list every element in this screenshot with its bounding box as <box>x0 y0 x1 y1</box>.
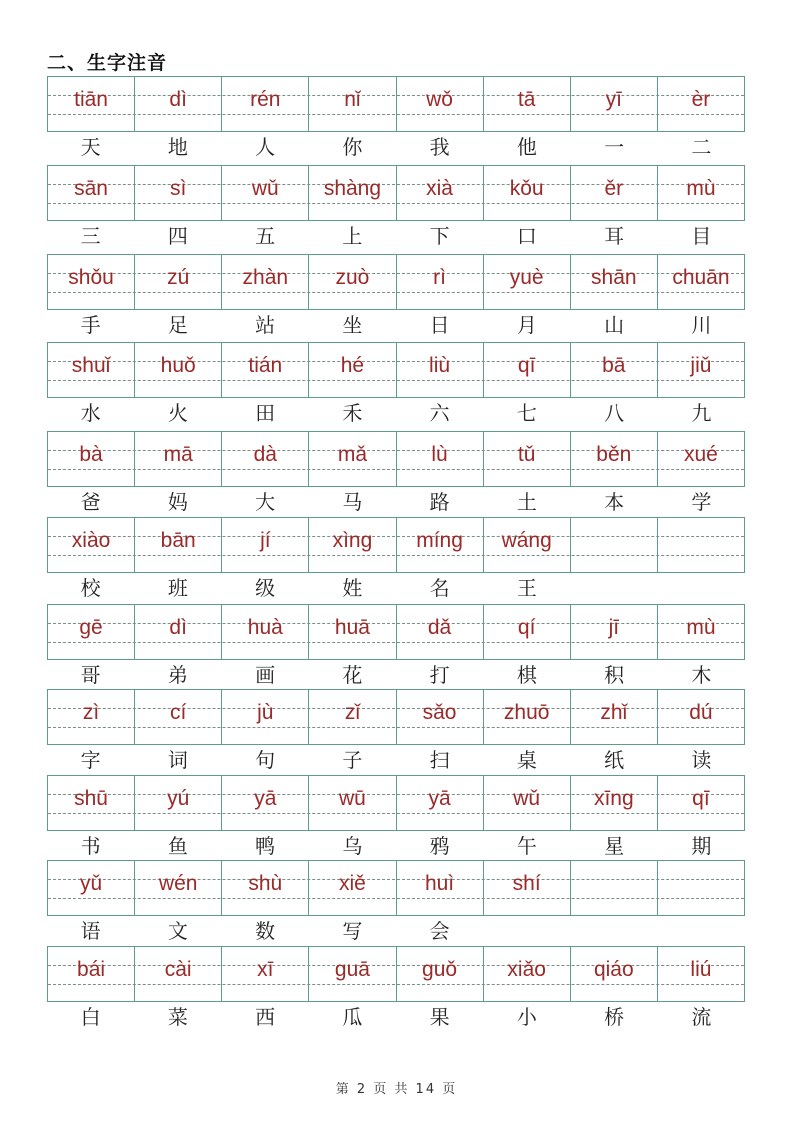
pinyin-cell <box>484 166 571 220</box>
pinyin-cell <box>484 77 571 131</box>
hanzi-character: 姓 <box>342 576 363 600</box>
pinyin-text: yú <box>167 787 190 810</box>
pinyin-cell <box>571 77 658 131</box>
pinyin-text: wén <box>158 872 198 895</box>
pinyin-cell <box>48 518 135 572</box>
pinyin-text: chuān <box>672 266 730 289</box>
pinyin-text: shí <box>512 872 541 895</box>
pinyin-cell <box>48 947 135 1001</box>
pinyin-text: liù <box>429 354 451 377</box>
hanzi-character: 子 <box>342 748 363 772</box>
character-line <box>47 831 745 862</box>
hanzi-character: 五 <box>255 224 276 248</box>
hanzi-character: 词 <box>167 748 188 772</box>
hanzi-character <box>483 916 570 947</box>
pinyin-cell <box>658 343 744 397</box>
pinyin-text: wǒ <box>426 88 453 111</box>
hanzi-character: 木 <box>691 663 712 687</box>
pinyin-text: shàng <box>323 177 382 200</box>
pinyin-cell <box>222 690 309 744</box>
hanzi-character: 六 <box>429 401 450 425</box>
pinyin-cell <box>397 776 484 830</box>
pinyin-cell <box>48 255 135 309</box>
pinyin-text: dì <box>169 88 187 111</box>
hanzi-character: 站 <box>255 313 276 337</box>
pinyin-text: ěr <box>604 177 624 200</box>
hanzi-character: 小 <box>516 1005 537 1029</box>
pinyin-cell <box>135 605 222 659</box>
pinyin-text: jiǔ <box>690 354 712 377</box>
pinyin-text: èr <box>691 88 711 111</box>
pinyin-text: zhuō <box>503 701 550 724</box>
pinyin-cell <box>571 343 658 397</box>
pinyin-grid <box>47 946 745 1002</box>
hanzi-character: 名 <box>429 576 450 600</box>
pinyin-text: mǎ <box>337 443 368 466</box>
hanzi-character: 禾 <box>342 401 363 425</box>
pinyin-text: huì <box>424 872 455 895</box>
pinyin-cell <box>135 77 222 131</box>
character-line <box>47 660 745 691</box>
character-line <box>47 398 745 429</box>
pinyin-cell <box>658 947 744 1001</box>
pinyin-text: wáng <box>501 529 552 552</box>
pinyin-text: zú <box>167 266 190 289</box>
pinyin-cell <box>309 255 396 309</box>
hanzi-character: 鸦 <box>429 834 450 858</box>
pinyin-cell <box>309 861 396 915</box>
pinyin-cell <box>48 690 135 744</box>
worksheet-row <box>47 76 745 163</box>
pinyin-cell <box>397 343 484 397</box>
pinyin-text: qī <box>692 787 710 810</box>
hanzi-character: 日 <box>429 313 450 337</box>
pinyin-cell <box>135 518 222 572</box>
pinyin-text: xiě <box>339 872 366 895</box>
hanzi-character: 扫 <box>429 748 450 772</box>
pinyin-text: mù <box>686 616 716 639</box>
pinyin-cell <box>658 776 744 830</box>
pinyin-text: yuè <box>509 266 544 289</box>
character-line <box>47 310 745 341</box>
hanzi-character: 校 <box>80 576 101 600</box>
hanzi-character: 本 <box>604 490 625 514</box>
hanzi-character: 瓜 <box>342 1005 363 1029</box>
hanzi-character: 班 <box>167 576 188 600</box>
pinyin-cell <box>571 776 658 830</box>
pinyin-cell <box>484 518 571 572</box>
hanzi-character: 八 <box>604 401 625 425</box>
pinyin-text: bān <box>160 529 196 552</box>
pinyin-text: tiān <box>74 88 108 111</box>
pinyin-text: dǎ <box>427 616 452 639</box>
hanzi-character: 西 <box>255 1005 276 1029</box>
pinyin-text: xiǎo <box>507 958 546 981</box>
pinyin-text: wǔ <box>513 787 541 810</box>
pinyin-text: zǐ <box>344 701 361 724</box>
pinyin-cell <box>48 77 135 131</box>
hanzi-character: 写 <box>342 919 363 943</box>
pinyin-cell <box>658 432 744 486</box>
hanzi-character: 川 <box>691 313 712 337</box>
hanzi-character: 火 <box>167 401 188 425</box>
pinyin-cell <box>397 166 484 220</box>
pinyin-text: dà <box>253 443 277 466</box>
pinyin-cell <box>48 776 135 830</box>
pinyin-cell <box>222 166 309 220</box>
pinyin-text: jí <box>260 529 271 552</box>
character-line <box>47 132 745 163</box>
pinyin-cell <box>658 518 744 572</box>
hanzi-character: 水 <box>80 401 101 425</box>
hanzi-character: 七 <box>516 401 537 425</box>
hanzi-character: 土 <box>516 490 537 514</box>
hanzi-character: 人 <box>255 135 276 159</box>
hanzi-character: 下 <box>429 224 450 248</box>
pinyin-text: shān <box>591 266 637 289</box>
pinyin-text: rì <box>433 266 446 289</box>
hanzi-character: 他 <box>516 135 537 159</box>
pinyin-cell <box>571 947 658 1001</box>
hanzi-character: 果 <box>429 1005 450 1029</box>
pinyin-cell <box>135 343 222 397</box>
pinyin-grid <box>47 76 745 132</box>
hanzi-character: 纸 <box>604 748 625 772</box>
worksheet-row <box>47 604 745 691</box>
pinyin-cell <box>571 605 658 659</box>
pinyin-grid <box>47 517 745 573</box>
pinyin-text: mù <box>686 177 716 200</box>
hanzi-character: 画 <box>255 663 276 687</box>
pinyin-text: sān <box>74 177 108 200</box>
pinyin-text: yǔ <box>79 872 103 895</box>
pinyin-cell <box>484 432 571 486</box>
pinyin-text: huǒ <box>160 354 196 377</box>
hanzi-character: 目 <box>691 224 712 248</box>
pinyin-text: shù <box>248 872 283 895</box>
pinyin-cell <box>397 432 484 486</box>
pinyin-cell <box>135 255 222 309</box>
pinyin-text: rén <box>250 88 281 111</box>
hanzi-character: 期 <box>691 834 712 858</box>
pinyin-cell <box>571 166 658 220</box>
pinyin-cell <box>397 605 484 659</box>
pinyin-cell <box>309 518 396 572</box>
pinyin-cell <box>397 947 484 1001</box>
hanzi-character: 鱼 <box>167 834 188 858</box>
pinyin-cell <box>222 776 309 830</box>
hanzi-character: 桥 <box>604 1005 625 1029</box>
character-line <box>47 487 745 518</box>
pinyin-cell <box>658 690 744 744</box>
pinyin-text: qiáo <box>593 958 634 981</box>
hanzi-character: 耳 <box>604 224 625 248</box>
pinyin-text: xīng <box>593 787 634 810</box>
pinyin-text: guǒ <box>422 958 458 981</box>
hanzi-character <box>658 916 745 947</box>
pinyin-cell <box>222 343 309 397</box>
pinyin-cell <box>397 255 484 309</box>
pinyin-text: zì <box>82 701 100 724</box>
pinyin-text: yī <box>605 88 622 111</box>
pinyin-cell <box>135 166 222 220</box>
hanzi-character: 哥 <box>80 663 101 687</box>
hanzi-character: 花 <box>342 663 363 687</box>
hanzi-character: 午 <box>516 834 537 858</box>
pinyin-cell <box>135 861 222 915</box>
hanzi-character: 上 <box>342 224 363 248</box>
pinyin-cell <box>222 518 309 572</box>
hanzi-character: 弟 <box>167 663 188 687</box>
hanzi-character: 句 <box>255 748 276 772</box>
pinyin-text: nǐ <box>344 88 361 111</box>
hanzi-character: 流 <box>691 1005 712 1029</box>
pinyin-cell <box>658 77 744 131</box>
worksheet-row <box>47 342 745 429</box>
hanzi-character: 足 <box>167 313 188 337</box>
pinyin-text: tā <box>517 88 536 111</box>
pinyin-text: lù <box>431 443 448 466</box>
pinyin-cell <box>397 77 484 131</box>
pinyin-cell <box>484 861 571 915</box>
hanzi-character: 数 <box>255 919 276 943</box>
pinyin-text: sǎo <box>422 701 457 724</box>
pinyin-text: mā <box>163 443 193 466</box>
hanzi-character: 一 <box>604 135 625 159</box>
pinyin-cell <box>397 690 484 744</box>
pinyin-text: jù <box>257 701 274 724</box>
pinyin-cell <box>484 947 571 1001</box>
hanzi-character: 鸭 <box>255 834 276 858</box>
pinyin-cell <box>571 432 658 486</box>
pinyin-text: xī <box>257 958 274 981</box>
pinyin-text: bā <box>602 354 626 377</box>
pinyin-cell <box>484 690 571 744</box>
pinyin-cell <box>48 861 135 915</box>
pinyin-cell <box>48 605 135 659</box>
pinyin-cell <box>484 343 571 397</box>
pinyin-text: wǔ <box>251 177 279 200</box>
pinyin-cell <box>571 861 658 915</box>
hanzi-character: 妈 <box>167 490 188 514</box>
pinyin-cell <box>571 690 658 744</box>
pinyin-text: zhàn <box>242 266 289 289</box>
pinyin-cell <box>135 432 222 486</box>
hanzi-character: 手 <box>80 313 101 337</box>
pinyin-text: běn <box>596 443 632 466</box>
pinyin-text: wū <box>339 787 366 810</box>
hanzi-character: 二 <box>691 135 712 159</box>
pinyin-text: yā <box>428 787 451 810</box>
hanzi-character: 菜 <box>167 1005 188 1029</box>
hanzi-character: 桌 <box>516 748 537 772</box>
pinyin-cell <box>222 861 309 915</box>
pinyin-cell <box>222 432 309 486</box>
worksheet-row <box>47 860 745 947</box>
character-line <box>47 1002 745 1033</box>
pinyin-grid <box>47 689 745 745</box>
hanzi-character: 积 <box>604 663 625 687</box>
hanzi-character: 级 <box>255 576 276 600</box>
pinyin-grid <box>47 254 745 310</box>
worksheet-row <box>47 165 745 252</box>
worksheet-row <box>47 431 745 518</box>
pinyin-cell <box>658 166 744 220</box>
section-title: 二、生字注音 <box>47 52 168 74</box>
pinyin-text: xué <box>684 443 718 466</box>
pinyin-cell <box>222 605 309 659</box>
pinyin-cell <box>571 518 658 572</box>
hanzi-character: 山 <box>604 313 625 337</box>
pinyin-text: míng <box>416 529 463 552</box>
pinyin-text: xià <box>426 177 453 200</box>
pinyin-cell <box>484 255 571 309</box>
pinyin-cell <box>309 343 396 397</box>
pinyin-text: guā <box>334 958 370 981</box>
hanzi-character: 三 <box>80 224 101 248</box>
pinyin-text: dì <box>169 616 187 639</box>
page-footer: 第 2 页 共 14 页 <box>335 1082 458 1097</box>
pinyin-cell <box>571 255 658 309</box>
hanzi-character <box>571 916 658 947</box>
hanzi-character: 月 <box>516 313 537 337</box>
pinyin-text: bái <box>77 958 106 981</box>
pinyin-text: xìng <box>332 529 373 552</box>
pinyin-cell <box>135 776 222 830</box>
pinyin-grid <box>47 165 745 221</box>
pinyin-text: cài <box>164 958 192 981</box>
hanzi-character: 文 <box>167 919 188 943</box>
pinyin-text: zuò <box>335 266 370 289</box>
pinyin-cell <box>309 690 396 744</box>
hanzi-character: 地 <box>167 135 188 159</box>
pinyin-text: dú <box>689 701 713 724</box>
pinyin-cell <box>484 605 571 659</box>
worksheet-row <box>47 254 745 341</box>
worksheet-row <box>47 946 745 1033</box>
pinyin-text: shū <box>74 787 108 810</box>
pinyin-cell <box>309 432 396 486</box>
pinyin-grid <box>47 604 745 660</box>
hanzi-character: 白 <box>80 1005 101 1029</box>
character-line <box>47 221 745 252</box>
hanzi-character: 我 <box>429 135 450 159</box>
pinyin-text: zhǐ <box>600 701 628 724</box>
pinyin-text: huà <box>247 616 283 639</box>
pinyin-cell <box>309 166 396 220</box>
worksheet-row <box>47 689 745 776</box>
pinyin-cell <box>309 776 396 830</box>
hanzi-character: 大 <box>255 490 276 514</box>
hanzi-character: 田 <box>255 401 276 425</box>
pinyin-text: gē <box>79 616 103 639</box>
hanzi-character: 路 <box>429 490 450 514</box>
pinyin-text: tián <box>248 354 283 377</box>
pinyin-text: hé <box>340 354 365 377</box>
pinyin-text: xiào <box>71 529 111 552</box>
pinyin-cell <box>48 166 135 220</box>
hanzi-character: 书 <box>80 834 101 858</box>
hanzi-character: 语 <box>80 919 101 943</box>
pinyin-cell <box>309 605 396 659</box>
pinyin-text: bà <box>79 443 103 466</box>
hanzi-character: 乌 <box>342 834 363 858</box>
pinyin-grid <box>47 431 745 487</box>
hanzi-character: 打 <box>429 663 450 687</box>
hanzi-character: 马 <box>342 490 363 514</box>
character-line <box>47 916 745 947</box>
pinyin-cell <box>222 947 309 1001</box>
pinyin-text: sì <box>170 177 187 200</box>
hanzi-character: 口 <box>516 224 537 248</box>
pinyin-text: jī <box>608 616 620 639</box>
pinyin-cell <box>222 77 309 131</box>
hanzi-character <box>571 573 658 604</box>
pinyin-text: qī <box>517 354 536 377</box>
pinyin-cell <box>658 605 744 659</box>
pinyin-grid <box>47 860 745 916</box>
pinyin-cell <box>484 776 571 830</box>
pinyin-cell <box>48 432 135 486</box>
pinyin-cell <box>658 255 744 309</box>
hanzi-character <box>658 573 745 604</box>
hanzi-character: 读 <box>691 748 712 772</box>
pinyin-cell <box>397 861 484 915</box>
worksheet-row <box>47 775 745 862</box>
pinyin-text: shǒu <box>68 266 114 289</box>
pinyin-text: cí <box>170 701 187 724</box>
pinyin-cell <box>222 255 309 309</box>
pinyin-cell <box>309 947 396 1001</box>
hanzi-character: 学 <box>691 490 712 514</box>
pinyin-text: tǔ <box>517 443 536 466</box>
pinyin-text: shuǐ <box>71 354 111 377</box>
hanzi-character: 星 <box>604 834 625 858</box>
pinyin-cell <box>397 518 484 572</box>
hanzi-character: 四 <box>167 224 188 248</box>
hanzi-character: 棋 <box>516 663 537 687</box>
character-line <box>47 573 745 604</box>
pinyin-text: qí <box>517 616 536 639</box>
pinyin-text: huā <box>334 616 370 639</box>
hanzi-character: 爸 <box>80 490 101 514</box>
pinyin-text: kǒu <box>509 177 544 200</box>
hanzi-character: 会 <box>429 919 450 943</box>
hanzi-character: 王 <box>516 576 537 600</box>
hanzi-character: 你 <box>342 135 363 159</box>
pinyin-cell <box>48 343 135 397</box>
worksheet-row <box>47 517 745 604</box>
hanzi-character: 字 <box>80 748 101 772</box>
character-line <box>47 745 745 776</box>
hanzi-character: 九 <box>691 401 712 425</box>
pinyin-cell <box>135 947 222 1001</box>
pinyin-text: yā <box>254 787 277 810</box>
pinyin-cell <box>309 77 396 131</box>
pinyin-grid <box>47 775 745 831</box>
pinyin-cell <box>658 861 744 915</box>
hanzi-character: 天 <box>80 135 101 159</box>
pinyin-grid <box>47 342 745 398</box>
pinyin-cell <box>135 690 222 744</box>
hanzi-character: 坐 <box>342 313 363 337</box>
pinyin-text: liú <box>690 958 712 981</box>
